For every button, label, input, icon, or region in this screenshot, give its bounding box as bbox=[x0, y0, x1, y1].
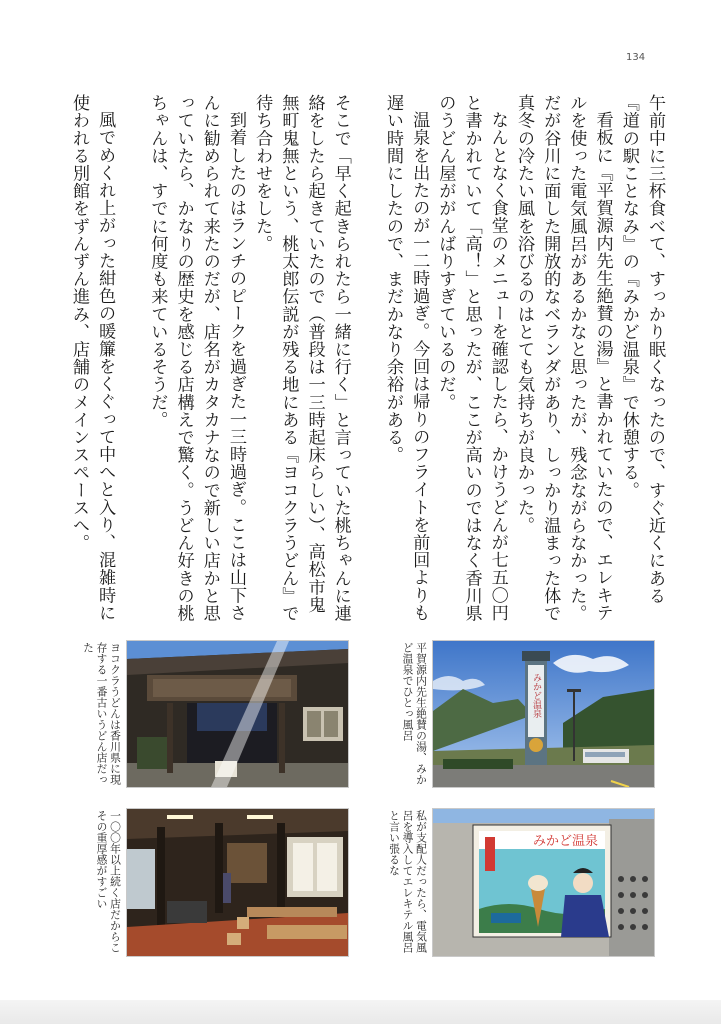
paragraph: 到着したのはランチのピークを過ぎた一三時過ぎ。ここは山下さんに勧められて来たのだが、店名がカタカナなので新しい店かと思っていたら、かなりの歴史を感じる店構えで驚く。うどん好きの桃ちゃんは、すでに何度も来ているそうだ。 bbox=[147, 94, 246, 622]
caption-photo3: 私が支配人だったら、電気風呂を導入してエレキテル風呂と言い張るな bbox=[388, 810, 428, 953]
caption-photo4: 一〇〇年以上続く店だからこその重厚感がすごい bbox=[95, 810, 122, 953]
page-number: 134 bbox=[626, 52, 646, 63]
paragraph: 午前中に三杯食べて、すっかり眠くなったので、すぐ近くにある『道の駅ことなみ』の『みかど温泉』で休憩する。 bbox=[618, 94, 665, 605]
paragraph: 看板に『平賀源内先生絶賛の湯』と書かれていたので、エレキテルを使った電気風呂があるかなと思ったが、残念ながらなかった。だが谷川に面した開放的なベランダがあり、しっかり温まった体で真冬の冷たい風を浴びるのはとても気持ちが良かった。 bbox=[513, 94, 613, 622]
caption-photo2: ヨコクラうどんは香川県に現存する一番古いうどん店だった bbox=[82, 642, 122, 785]
caption-photo1: 平賀源内先生絶賛の湯、みかど温泉でひとっ風呂 bbox=[401, 642, 428, 785]
mural-title: みかど温泉 bbox=[533, 834, 599, 849]
page-footer-band bbox=[0, 1000, 721, 1024]
onsen-tower-sign: みかど温泉 bbox=[531, 673, 541, 718]
photo-onsen-mural bbox=[432, 808, 655, 957]
paragraph: なんとなく食堂のメニューを確認したら、かけうどんが七五〇円と書かれていて「高！」と思ったが、ここが高いのではなく香川県のうどん屋ががんばりすぎているのだ。 bbox=[435, 94, 508, 622]
paragraph: そこで「早く起きられたら一緒に行く」と言っていた桃ちゃんに連絡をしたら起きていたので（普段は一三時起床らしい）、高松市鬼無町鬼無という、桃太郎伝説が残る地にある『ヨコクラうどん』で待ち合わせをした。 bbox=[252, 94, 351, 622]
paragraph: 風でめくれ上がった紺色の暖簾をくぐって中へと入り、混雑時に使われる別館をずんずん進み、店舗のメインスペースへ。 bbox=[68, 94, 116, 622]
udon-storefront-image bbox=[127, 641, 348, 787]
onsen-tower-image bbox=[433, 641, 654, 787]
photo-udon-storefront bbox=[126, 640, 349, 788]
photo-udon-interior bbox=[126, 808, 349, 957]
udon-interior-image bbox=[127, 809, 348, 956]
onsen-mural-image bbox=[433, 809, 654, 956]
photo-onsen-tower bbox=[432, 640, 655, 788]
body-text bbox=[58, 94, 668, 626]
paragraph: 温泉を出たのが一二時過ぎ。今回は帰りのフライトを前回よりも遅い時間にしたので、まだかなり余裕がある。 bbox=[382, 94, 430, 622]
